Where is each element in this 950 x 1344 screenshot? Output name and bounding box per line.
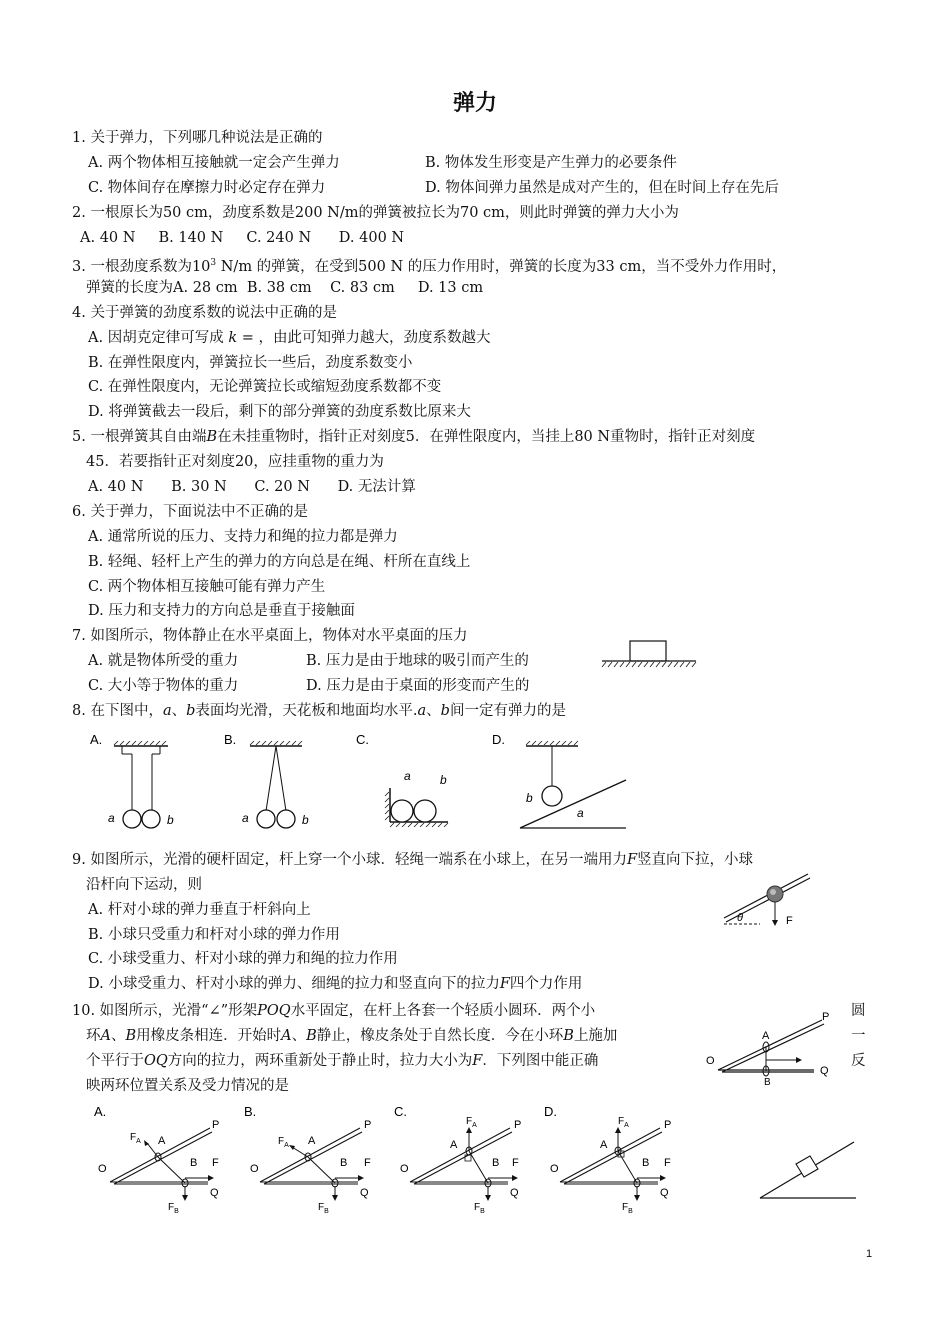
q10-t8: 上施加 bbox=[573, 1028, 618, 1044]
q10-c-FA bbox=[466, 1116, 477, 1129]
q8-figure-d bbox=[492, 732, 626, 828]
q10-a-FB bbox=[168, 1202, 179, 1215]
q8-stem bbox=[72, 701, 566, 721]
q10-b-O: O bbox=[250, 1163, 259, 1175]
page-number: 1 bbox=[866, 1248, 873, 1260]
q10-B2: B bbox=[306, 1028, 317, 1044]
q10-option-figures bbox=[88, 1100, 698, 1220]
q8-c-ball-b: b bbox=[440, 773, 447, 787]
q10-d-FA bbox=[618, 1116, 629, 1129]
q8-label-d: D. bbox=[492, 732, 505, 747]
q10-d-FB bbox=[622, 1202, 633, 1215]
q10-a-A: A bbox=[158, 1135, 166, 1147]
q8-b-ball-b: b bbox=[302, 813, 309, 827]
q3-superscript: 3 bbox=[210, 258, 217, 268]
q9-stem-cont: 沿杆向下运动，则 bbox=[86, 877, 202, 893]
q6-option-d: D. 压力和支持力的方向总是垂直于接触面 bbox=[88, 603, 355, 619]
q4a-text-2: = ，由此可知弹力越大，劲度系数越大 bbox=[237, 330, 491, 346]
q10-main-Q: Q bbox=[820, 1065, 829, 1077]
q8-figure-c bbox=[356, 732, 448, 827]
q7-stem: 7. 如图所示，物体静止在水平桌面上，物体对水平桌面的压力 bbox=[72, 628, 468, 644]
q8-label-c: C. bbox=[356, 732, 369, 747]
q2-stem: 2. 一根原长为50 cm，劲度系数是200 N/m的弹簧被拉长为70 cm，则此时弹簧的弹力大小为 bbox=[72, 205, 679, 221]
q5-text-1: 5. 一根弹簧其自由端 bbox=[72, 429, 207, 445]
q10-c-P: P bbox=[514, 1119, 522, 1131]
q10-d-FB-sub: B bbox=[628, 1208, 633, 1215]
q10-t6: 、 bbox=[291, 1028, 307, 1044]
q10-c-B: B bbox=[492, 1157, 500, 1169]
q2-options: A. 40 N B. 140 N C. 240 N D. 400 N bbox=[80, 230, 405, 246]
page-title: 弹力 bbox=[452, 91, 497, 116]
q10-d-B: B bbox=[642, 1157, 650, 1169]
q8-d-ball-b: b bbox=[526, 791, 533, 805]
q10-t11: ．下列图中能正确 bbox=[482, 1053, 599, 1069]
q8-b2: b bbox=[440, 703, 450, 719]
q8-t3: 表面均光滑，天花板和地面均水平. bbox=[195, 703, 418, 719]
q9-figure bbox=[720, 868, 820, 932]
q10-d-O: O bbox=[550, 1163, 559, 1175]
q1-option-c: C. 物体间存在摩擦力时必定存在弹力 bbox=[88, 180, 326, 196]
q4-option-c: C. 在弹性限度内，无论弹簧拉长或缩短劲度系数都不变 bbox=[88, 379, 442, 395]
q8-t2: 、 bbox=[171, 703, 187, 719]
q10-label-d: D. bbox=[544, 1104, 557, 1119]
q10-c-A: A bbox=[450, 1139, 458, 1151]
q8-t4: 、 bbox=[426, 703, 441, 719]
q5-options: A. 40 N B. 30 N C. 20 N D. 无法计算 bbox=[88, 479, 416, 495]
q8-figure-a bbox=[90, 732, 174, 828]
q10-b-FB-sub: B bbox=[324, 1208, 329, 1215]
q6-option-b: B. 轻绳、轻杆上产生的弹力的方向总是在绳、杆所在直线上 bbox=[88, 554, 471, 570]
q10-main-P: P bbox=[822, 1011, 830, 1023]
q10-c-FA-main: F bbox=[466, 1116, 473, 1127]
q10-d-F: F bbox=[664, 1157, 671, 1169]
q10-b-P: P bbox=[364, 1119, 372, 1131]
q10-stem-4: 映两环位置关系及受力情况的是 bbox=[86, 1078, 289, 1094]
q4-option-d: D. 将弹簧截去一段后，剩下的部分弹簧的劲度系数比原来大 bbox=[88, 404, 471, 420]
q10-b-Q: Q bbox=[360, 1187, 369, 1199]
q10-c-FB bbox=[474, 1202, 485, 1215]
q10-B: B bbox=[125, 1028, 137, 1044]
q1-option-d: D. 物体间弹力虽然是成对产生的，但在时间上存在先后 bbox=[425, 180, 779, 196]
q10-option-a bbox=[94, 1104, 219, 1215]
q7-option-b: B. 压力是由于地球的吸引而产生的 bbox=[306, 653, 529, 669]
q7-option-d: D. 压力是由于桌面的形变而产生的 bbox=[306, 678, 530, 694]
q10-c-O: O bbox=[400, 1163, 409, 1175]
q10-b-FB bbox=[318, 1202, 329, 1215]
q10-stem-2 bbox=[86, 1026, 617, 1046]
q10-main-O: O bbox=[706, 1055, 715, 1067]
q8-t5: 间一定有弹力的是 bbox=[449, 703, 566, 719]
q10-a-F: F bbox=[212, 1157, 219, 1169]
q9-option-d bbox=[88, 974, 582, 994]
q5-text-2: 在未挂重物时，指针正对刻度5．在弹性限度内，当挂上80 N重物时，指针正对刻度 bbox=[217, 429, 756, 445]
q9-option-c: C. 小球受重力、杆对小球的弹力和绳的拉力作用 bbox=[88, 951, 398, 967]
q10-t1: 10. 如图所示，光滑“∠”形架 bbox=[72, 1003, 258, 1019]
q10-POQ: POQ bbox=[257, 1003, 291, 1019]
q10-a-B: B bbox=[190, 1157, 198, 1169]
q4a-k: k bbox=[228, 330, 238, 346]
q10-t7: 静止，橡皮条处于自然长度．今在小环 bbox=[316, 1028, 564, 1044]
q10-OQ: OQ bbox=[144, 1053, 168, 1069]
q10-option-d bbox=[544, 1104, 671, 1215]
q10-b-FB-main: F bbox=[318, 1202, 325, 1213]
q8-figure-b bbox=[224, 732, 309, 828]
q10-main-B: B bbox=[764, 1077, 771, 1088]
q10-A: A bbox=[100, 1028, 111, 1044]
q10-F: F bbox=[472, 1053, 483, 1069]
q10-a-FA-main: F bbox=[130, 1132, 137, 1143]
q10-c-FB-sub: B bbox=[480, 1208, 485, 1215]
q3-stem bbox=[72, 253, 786, 277]
q1-stem: 1. 关于弹力，下列哪几种说法是正确的 bbox=[72, 130, 323, 146]
q10-label-c: C. bbox=[394, 1104, 407, 1119]
q9-text-1: 9. 如图所示，光滑的硬杆固定，杆上穿一个小球．轻绳一端系在小球上，在另一端用力 bbox=[72, 852, 627, 868]
q10-a-P: P bbox=[212, 1119, 220, 1131]
q10-stem bbox=[72, 1001, 595, 1021]
q10-b-A: A bbox=[308, 1135, 316, 1147]
q9-theta-label: θ bbox=[737, 912, 743, 924]
q10-d-P: P bbox=[664, 1119, 672, 1131]
q10-B3: B bbox=[563, 1028, 574, 1044]
q10-b-B: B bbox=[340, 1157, 348, 1169]
q10-b-FA-sub: A bbox=[284, 1142, 289, 1149]
q10-d-Q: Q bbox=[660, 1187, 669, 1199]
q4-stem: 4. 关于弹簧的劲度系数的说法中正确的是 bbox=[72, 305, 337, 321]
q10-b-F: F bbox=[364, 1157, 371, 1169]
q10-main-figure bbox=[704, 1006, 840, 1090]
q8-figures bbox=[80, 728, 640, 836]
q10-d-FA-sub: A bbox=[624, 1122, 629, 1129]
q9-option-a: A. 杆对小球的弹力垂直于杆斜向上 bbox=[88, 902, 311, 918]
q9-text-2: 竖直向下拉，小球 bbox=[637, 852, 754, 868]
q10-d-FA-main: F bbox=[618, 1116, 625, 1127]
q10-a-FA bbox=[130, 1132, 141, 1145]
q7-option-a: A. 就是物体所受的重力 bbox=[88, 653, 239, 669]
q7-figure bbox=[598, 638, 698, 672]
q9d-text-2: 四个力作用 bbox=[509, 976, 583, 992]
q10-a-FB-main: F bbox=[168, 1202, 175, 1213]
q4-option-a bbox=[88, 328, 490, 348]
q10-a-O: O bbox=[98, 1163, 107, 1175]
q10-label-b: B. bbox=[244, 1104, 257, 1119]
q8-b1: b bbox=[186, 703, 196, 719]
incline-block-figure bbox=[756, 1138, 860, 1204]
q4-option-b: B. 在弹性限度内，弹簧拉长一些后，劲度系数变小 bbox=[88, 355, 413, 371]
q10-a-FA-sub: A bbox=[136, 1138, 141, 1145]
q10-t3: 环 bbox=[86, 1028, 101, 1044]
q8-a1: a bbox=[162, 703, 172, 719]
q6-stem: 6. 关于弹力，下面说法中不正确的是 bbox=[72, 504, 308, 520]
q10-label-a: A. bbox=[94, 1104, 107, 1119]
q8-label-b: B. bbox=[224, 732, 237, 747]
q9-stem bbox=[72, 850, 753, 870]
q9-F: F bbox=[626, 852, 638, 868]
q9d-text-1: D. 小球受重力、杆对小球的弹力、细绳的拉力和竖直向下的拉力 bbox=[88, 976, 500, 992]
q8-c-ball-a: a bbox=[404, 769, 411, 783]
q10-a-Q: Q bbox=[210, 1187, 219, 1199]
q5-stem bbox=[72, 427, 755, 447]
q5-stem-cont: 45．若要指针正对刻度20，应挂重物的重力为 bbox=[86, 454, 384, 470]
q10-c-FB-main: F bbox=[474, 1202, 481, 1213]
q1-option-b: B. 物体发生形变是产生弹力的必要条件 bbox=[425, 155, 677, 171]
q8-t1: 8. 在下图中， bbox=[72, 703, 163, 719]
q10-d-FB-main: F bbox=[622, 1202, 629, 1213]
q10-stem-3 bbox=[86, 1051, 598, 1071]
q3-text-1: 3. 一根劲度系数为10 bbox=[72, 258, 211, 275]
q10-A2: A bbox=[281, 1028, 292, 1044]
q10-c-Q: Q bbox=[510, 1187, 519, 1199]
q10-option-c bbox=[394, 1104, 521, 1215]
q5-B: B bbox=[206, 429, 218, 445]
q10-t9: 个平行于 bbox=[86, 1053, 144, 1069]
q10-c-FA-sub: A bbox=[472, 1122, 477, 1129]
q10-main-A: A bbox=[762, 1030, 770, 1042]
q10-side-char-2: 一 bbox=[851, 1028, 866, 1044]
q10-option-b bbox=[244, 1104, 371, 1215]
q10-d-A: A bbox=[600, 1139, 608, 1151]
q6-option-a: A. 通常所说的压力、支持力和绳的拉力都是弹力 bbox=[88, 529, 398, 545]
q4a-text-1: A. 因胡克定律可写成 bbox=[88, 330, 229, 346]
q1-option-a: A. 两个物体相互接触就一定会产生弹力 bbox=[88, 155, 340, 171]
q10-t10: 方向的拉力，两环重新处于静止时，拉力大小为 bbox=[167, 1053, 473, 1069]
q3-text-2: N/m 的弹簧，在受到500 N 的压力作用时，弹簧的长度为33 cm，当不受外力作用时， bbox=[216, 258, 787, 275]
q9d-F: F bbox=[499, 976, 510, 992]
q10-t4: 、 bbox=[110, 1028, 126, 1044]
q8-d-wedge-a: a bbox=[577, 806, 584, 820]
q8-a-ball-a: a bbox=[108, 811, 115, 825]
q10-side-char-3: 反 bbox=[851, 1053, 866, 1069]
q10-a-FB-sub: B bbox=[174, 1208, 179, 1215]
q10-t5: 用橡皮条相连．开始时 bbox=[136, 1028, 282, 1044]
q10-b-FA-main: F bbox=[278, 1136, 285, 1147]
q10-side-char-1: 圆 bbox=[851, 1003, 866, 1019]
q9-option-b: B. 小球只受重力和杆对小球的弹力作用 bbox=[88, 927, 340, 943]
q8-label-a: A. bbox=[90, 732, 103, 747]
q7-option-c: C. 大小等于物体的重力 bbox=[88, 678, 239, 694]
q10-c-F: F bbox=[512, 1157, 519, 1169]
q9-F-label: F bbox=[786, 915, 793, 927]
q3-options: 弹簧的长度为A. 28 cm B. 38 cm C. 83 cm D. 13 cm bbox=[86, 280, 484, 296]
q6-option-c: C. 两个物体相互接触可能有弹力产生 bbox=[88, 579, 326, 595]
q10-b-FA bbox=[278, 1136, 289, 1149]
q8-a2: a bbox=[417, 703, 427, 719]
q8-a-ball-b: b bbox=[167, 813, 174, 827]
q10-t2: 水平固定，在杆上各套一个轻质小圆环．两个小 bbox=[290, 1003, 596, 1019]
q8-b-ball-a: a bbox=[242, 811, 249, 825]
